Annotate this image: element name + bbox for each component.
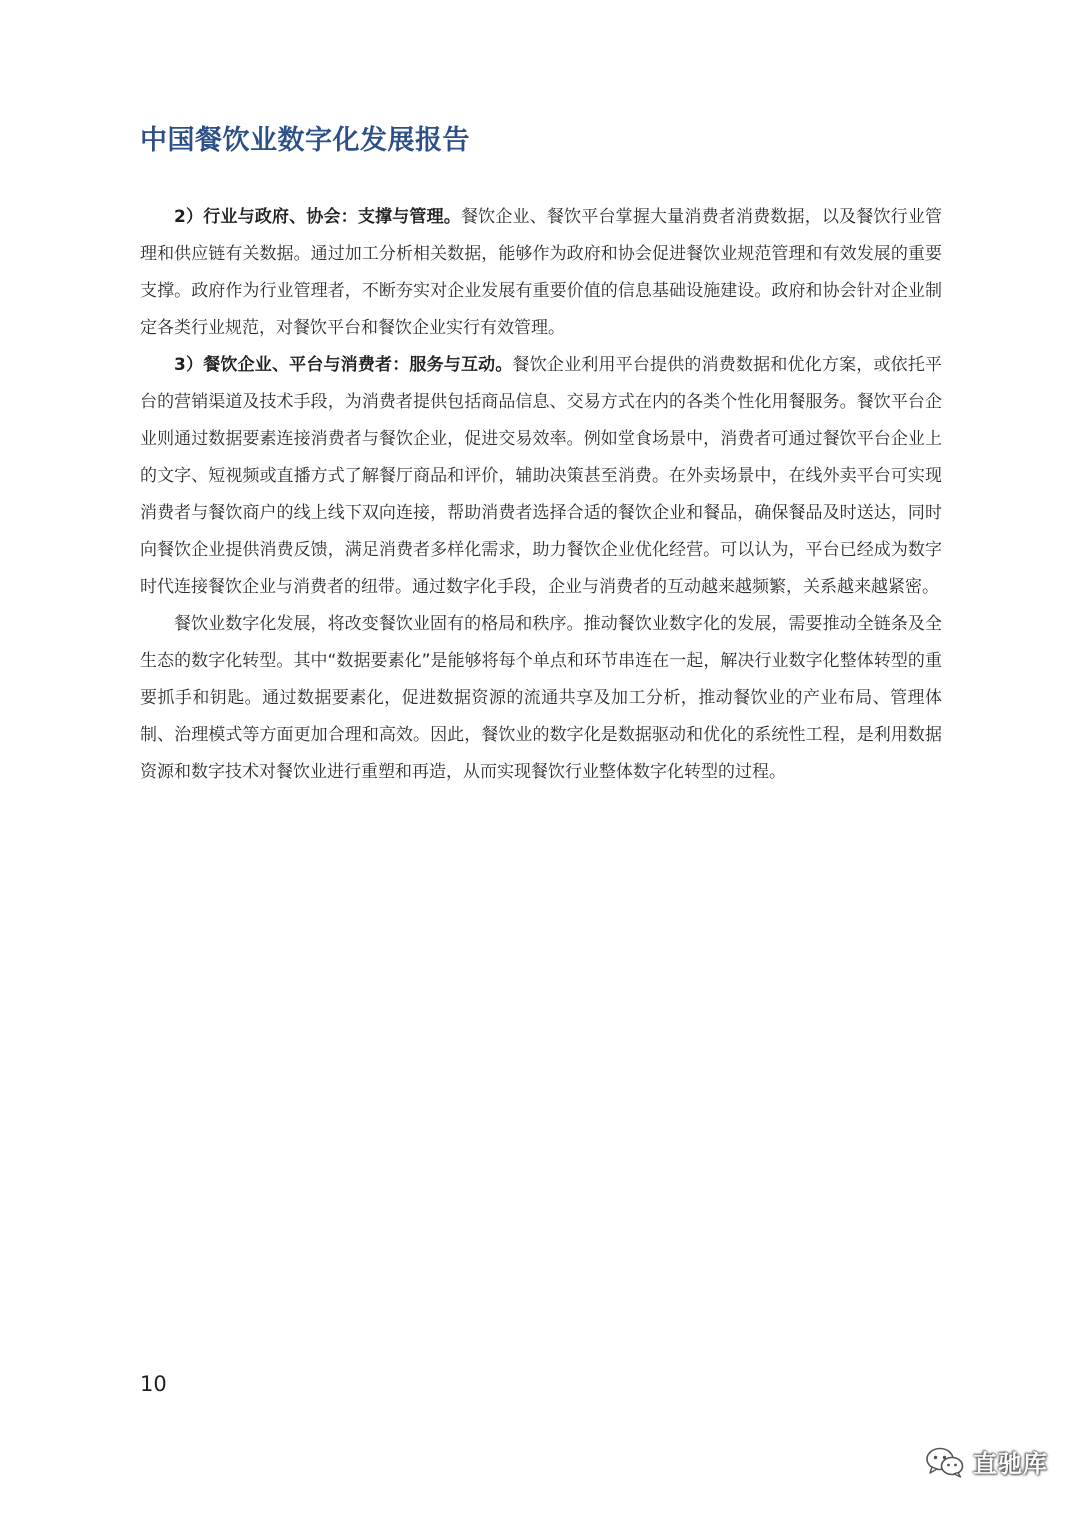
watermark-text: 直驰库 [973, 1450, 1048, 1478]
paragraph-body: 餐饮企业利用平台提供的消费数据和优化方案，或依托平台的营销渠道及技术手段，为消费者提供包括商品信息、交易方式在内的各类个性化用餐服务。餐饮平台企业则通过数据要素连接消费者与餐饮企业，促进交易效率。例如堂食场景中，消费者可通过餐饮平台企业上的文字、短视频或直播方式了解餐厅商品和评价，辅助决策甚至消费。在外卖场景中，在线外卖平台可实现消费者与餐饮商户的线上线下双向连接，帮助消费者选择合适的餐饮企业和餐品，确保餐品及时送达，同时向餐饮企业提供消费反馈，满足消费者多样化需求，助力餐饮企业优化经营。可以认为，平台已经成为数字时代连接餐饮企业与消费者的纽带。通过数字化手段，企业与消费者的互动越来越频繁，关系越来越紧密。 [140, 355, 943, 597]
paragraph-digital-development [140, 606, 942, 791]
body-text [140, 199, 942, 791]
paragraph-enterprise-consumer [140, 347, 942, 606]
page-number: 10 [140, 1372, 167, 1396]
watermark [925, 1444, 1048, 1479]
paragraph-body: 餐饮业数字化发展，将改变餐饮业固有的格局和秩序。推动餐饮业数字化的发展，需要推动全链条及全生态的数字化转型。其中“数据要素化”是能够将每个单点和环节串连在一起，解决行业数字化整体转型的重要抓手和钥匙。通过数据要素化，促进数据资源的流通共享及加工分析，推动餐饮业的产业布局、管理体制、治理模式等方面更加合理和高效。因此，餐饮业的数字化是数据驱动和优化的系统性工程，是利用数据资源和数字技术对餐饮业进行重塑和再造，从而实现餐饮行业整体数字化转型的过程。 [140, 614, 942, 782]
wechat-icon [925, 1446, 965, 1478]
paragraph-heading: 2）行业与政府、协会：支撑与管理。 [174, 207, 461, 227]
page-title: 中国餐饮业数字化发展报告 [140, 125, 470, 156]
paragraph-heading: 3）餐饮企业、平台与消费者：服务与互动。 [174, 355, 513, 375]
paragraph-industry-government [140, 199, 942, 347]
paragraph-body: 餐饮企业、餐饮平台掌握大量消费者消费数据，以及餐饮行业管理和供应链有关数据。通过加工分析相关数据，能够作为政府和协会促进餐饮业规范管理和有效发展的重要支撑。政府作为行业管理者，不断夯实对企业发展有重要价值的信息基础设施建设。政府和协会针对企业制定各类行业规范，对餐饮平台和餐饮企业实行有效管理。 [140, 207, 943, 338]
